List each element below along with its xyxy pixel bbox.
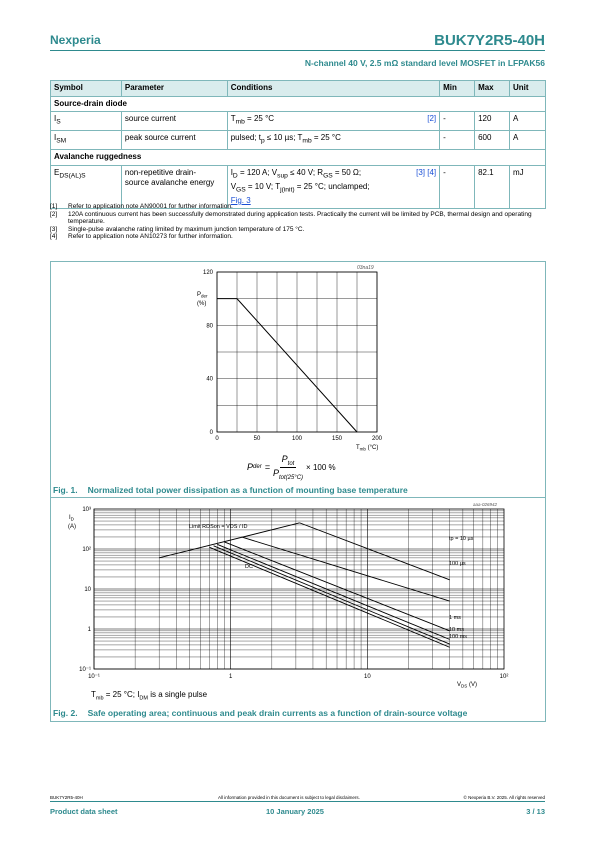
min-cell: - (440, 131, 475, 150)
section-title: Avalanche ruggedness (51, 150, 546, 166)
min-cell: - (440, 112, 475, 131)
y-tick-label: 10³ (82, 507, 91, 513)
y-tick-label: 10⁻¹ (79, 667, 91, 673)
header-symbol: Symbol (51, 81, 122, 97)
footer-disclaimer: All information provided in this document is subject to legal disclaimers. (218, 795, 360, 800)
part-number: BUK7Y2R5-40H (434, 32, 545, 49)
figure-2-caption: Fig. 2. Safe operating area; continuous and peak drain currents as a function of drain-source voltage (53, 708, 468, 718)
y-tick-label: 40 (206, 376, 213, 383)
note-item: [4] Refer to application note AN10273 for further information. (50, 233, 233, 241)
section-title: Source-drain diode (51, 96, 546, 112)
figure-1-caption: Fig. 1. Normalized total power dissipation as a function of mounting base temperature (53, 485, 408, 495)
note-item: [1] Refer to application note AN90001 for further information. (50, 203, 233, 210)
x-tick-label: 1 (228, 674, 233, 680)
footer-copyright: © Nexperia B.V. 2025. All rights reserved (463, 795, 545, 800)
unit-cell: A (510, 131, 546, 150)
footer-date: 10 January 2025 (266, 807, 324, 816)
x-axis-label: $T_{mb}$ (°C) (356, 445, 379, 452)
brand-name: Nexperia (50, 33, 101, 47)
table-row (51, 131, 546, 150)
header-max: Max (475, 81, 510, 97)
figure-code: aaa-026942 (472, 502, 497, 507)
header-unit: Unit (510, 81, 546, 97)
parameter-cell: source current (121, 112, 227, 131)
footer-doc-type: Product data sheet (50, 807, 118, 816)
tp-1ms-label: 1 ms (449, 615, 461, 621)
table-row (51, 112, 546, 131)
x-tick-label: 10² (499, 674, 509, 680)
tp-100us-label: 100 µs (449, 561, 466, 567)
tp-100ms-label: 100 ms (449, 634, 468, 640)
unit-cell: mJ (510, 165, 546, 209)
y-tick-label: 0 (209, 430, 213, 436)
x-tick-label: 200 (371, 436, 383, 442)
derating-formula: P der = $P_{tot}$ $P_{tot(25^\circ C)}$ × 100 % (247, 454, 336, 481)
table-header-row (51, 81, 546, 97)
figure-link[interactable]: Fig. 3 (230, 195, 251, 205)
max-cell: 600 (475, 131, 510, 150)
parameter-cell: non-repetitive drain- source avalanche energy (121, 165, 227, 209)
table-section-row (51, 150, 546, 166)
note-item: [2] 120A continuous current has been successfully demonstrated during application tests. Practically the current will be limited by PCB, thermal design and operating temperature. (50, 210, 532, 226)
y-tick-label: 10 (84, 587, 91, 593)
min-cell: - (440, 165, 475, 209)
unit-cell: A (510, 112, 546, 131)
note-item: [3] Single-pulse avalanche rating limited by maximum junction temperature of 175 °C. (50, 225, 305, 233)
dc-label: DC (245, 564, 253, 570)
max-cell: 120 (475, 112, 510, 131)
header-rule (50, 50, 545, 51)
tp-10us-label: tp = 10 µs (449, 536, 474, 542)
figure-1-frame (50, 261, 546, 498)
header-parameter: Parameter (121, 81, 227, 97)
conditions-cell: pulsed; $t_p \le 10$ µs; $T_{mb} = 25$ °C (227, 131, 439, 150)
table-section-row (51, 96, 546, 112)
header-min: Min (440, 81, 475, 97)
y-axis-label: $P_{der}$ (197, 292, 208, 299)
figure-code: 03na19 (357, 265, 374, 271)
table-notes (50, 203, 546, 241)
y-tick-label: 1 (87, 627, 91, 633)
footer-doc-id: BUK7Y2R5-40H (50, 795, 83, 800)
header-conditions: Conditions (227, 81, 439, 97)
x-tick-label: 10 (363, 674, 371, 680)
x-tick-label: 50 (253, 436, 261, 442)
parameter-cell: peak source current (121, 131, 227, 150)
x-tick-label: 10⁻¹ (88, 674, 100, 680)
rdson-limit-label: Limit RDSon = VDS / ID (189, 524, 248, 530)
footer-rule (50, 801, 545, 802)
y-tick-label: 10² (82, 547, 91, 553)
tp-10ms-label: 10 ms (449, 627, 464, 633)
max-cell: 82.1 (475, 165, 510, 209)
figure-2-note: $T_{mb} = 25$ °C; $I_{DM}$ is a single pulse (91, 690, 208, 702)
x-tick-label: 100 (291, 436, 303, 442)
x-tick-label: 0 (215, 436, 219, 442)
x-tick-label: 150 (331, 436, 343, 442)
y-axis-label: $I_D$ (69, 515, 74, 522)
figure-2-frame (50, 498, 546, 722)
symbol-cell: $I_S$ (51, 112, 122, 131)
conditions-cell: $T_{mb} = 25$ °C [2] (227, 112, 439, 131)
y-tick-label: 80 (206, 323, 213, 330)
symbol-cell: $I_{SM}$ (51, 131, 122, 150)
footer-page: 3 / 13 (526, 807, 545, 816)
y-axis-unit: (%) (197, 301, 207, 307)
x-axis-label: $V_{DS}$ (V) (457, 682, 477, 689)
reference-link[interactable]: [3] [4] (416, 167, 437, 177)
safe-operating-area-chart (51, 498, 545, 720)
spec-table (50, 80, 546, 209)
reference-link[interactable]: [2] (427, 114, 437, 123)
y-axis-unit: (A) (68, 524, 76, 530)
symbol-cell: $E_{DS(AL)S}$ (51, 165, 122, 209)
document-subtitle: N-channel 40 V, 2.5 mΩ standard level MOSFET in LFPAK56 (304, 58, 545, 68)
y-tick-label: 120 (202, 270, 213, 276)
conditions-cell: [3] [4] $I_D = 120$ A; $V_{sup} \le 40$ V; $R_{GS} = 50$ Ω; $V_{GS} = 10$ V; $T_{j(init)} = 25$ °C; unclamped; Fig. 3 (227, 165, 439, 209)
